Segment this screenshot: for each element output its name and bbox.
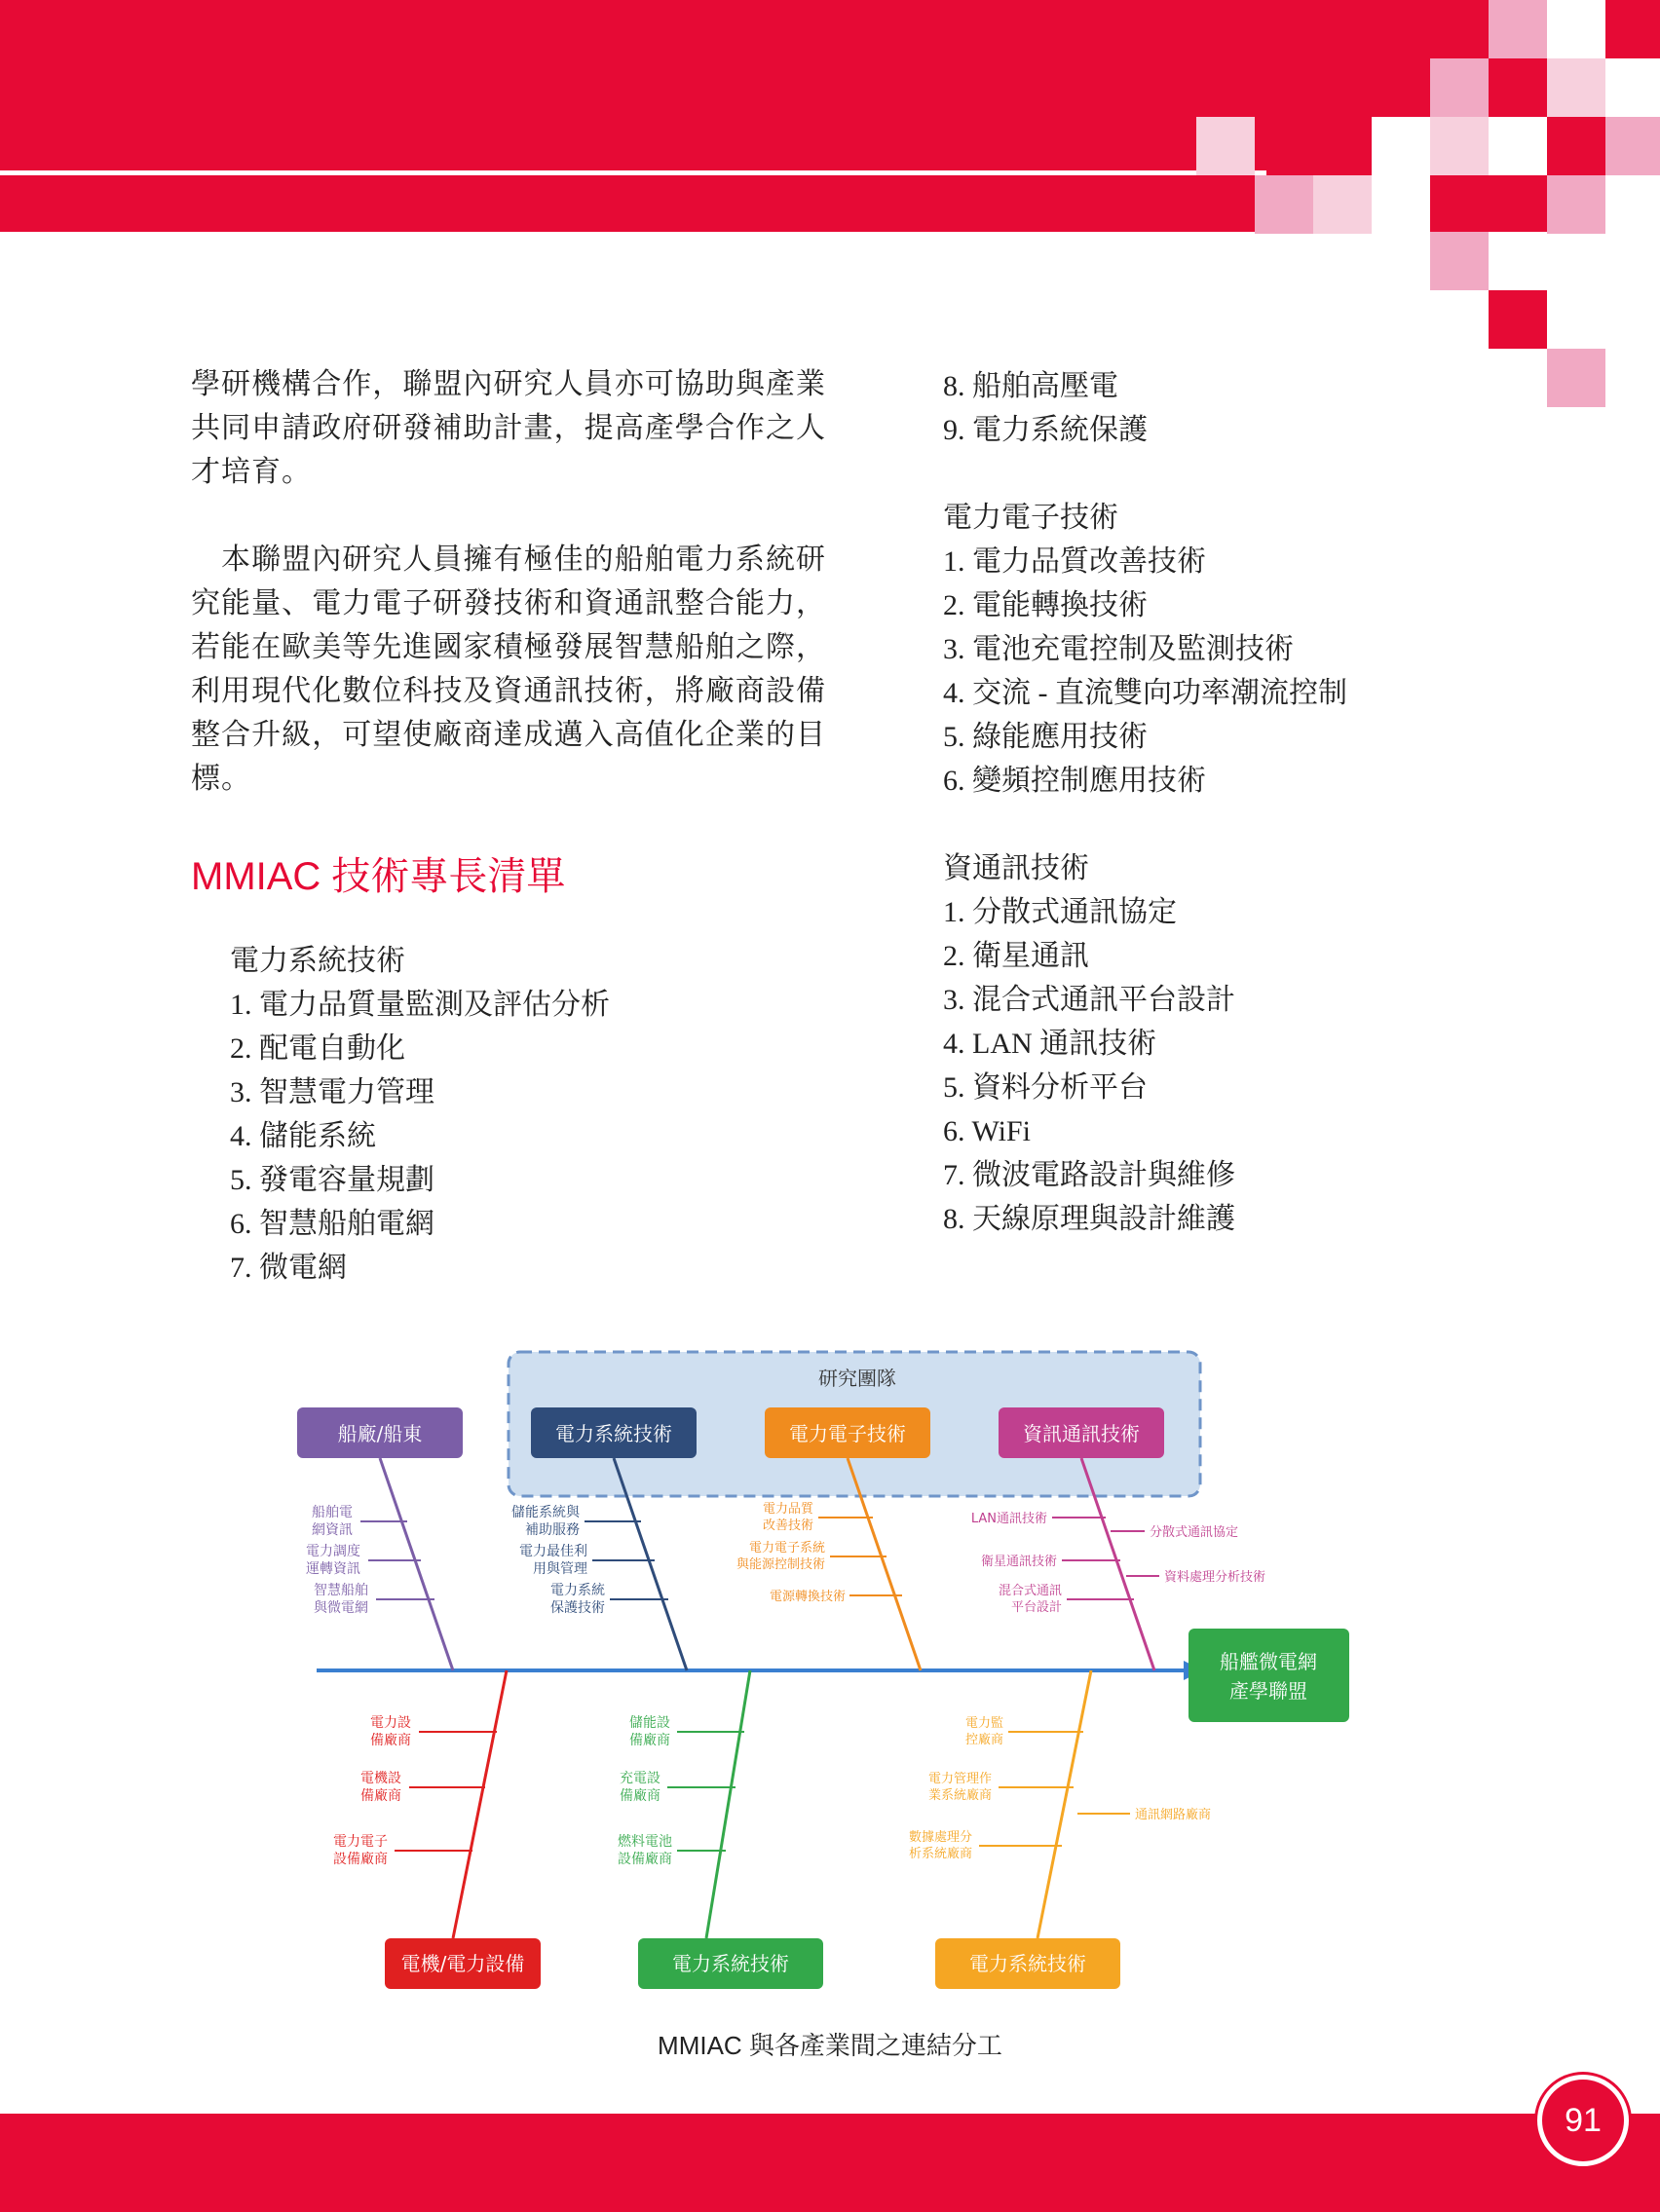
svg-text:通訊網路廠商: 通訊網路廠商: [1135, 1808, 1212, 1822]
bottom-box-power-system-green: [638, 1938, 823, 1989]
list-item: 8. 船舶高壓電: [943, 370, 1118, 402]
top-box-ict: [999, 1407, 1164, 1458]
list-item: 4. 交流 - 直流雙向功率潮流控制: [943, 677, 1347, 709]
svg-text:船艦微電網: 船艦微電網: [1220, 1650, 1317, 1673]
right-column-lists: [943, 364, 1347, 1241]
svg-text:與微電網: 與微電網: [314, 1600, 368, 1616]
svg-text:保護技術: 保護技術: [550, 1600, 605, 1616]
svg-text:電力電子系統: 電力電子系統: [748, 1541, 825, 1556]
list-item: 2. 電能轉換技術: [943, 589, 1148, 621]
paragraph-1: 學研機構合作，聯盟內研究人員亦可協助與產業共同申請政府研發補助計畫，提高產學合作之人才培育。: [191, 368, 826, 488]
branch-power-system: [511, 1504, 668, 1616]
svg-text:運轉資訊: 運轉資訊: [306, 1561, 360, 1577]
svg-text:改善技術: 改善技術: [762, 1518, 813, 1533]
list-title: 資通訊技術: [943, 852, 1089, 884]
svg-text:析系統廠商: 析系統廠商: [908, 1847, 972, 1861]
bottom-box-electrical-equipment: [385, 1938, 541, 1989]
bottom-box-power-system-orange: [935, 1938, 1120, 1989]
list-item: 8. 天線原理與設計維護: [943, 1203, 1235, 1235]
svg-text:電力系統技術: 電力系統技術: [969, 1952, 1086, 1975]
svg-text:燃料電池: 燃料電池: [618, 1834, 672, 1850]
list-item: 3. 電池充電控制及監測技術: [943, 633, 1294, 665]
svg-text:控廠商: 控廠商: [964, 1733, 1003, 1747]
list-item: 6. 變頻控制應用技術: [943, 765, 1206, 797]
list-item: 2. 配電自動化: [230, 1032, 405, 1065]
svg-text:用與管理: 用與管理: [533, 1561, 587, 1577]
svg-text:電力電子技術: 電力電子技術: [789, 1422, 906, 1445]
list-item: 9. 電力系統保護: [943, 414, 1148, 446]
svg-text:補助服務: 補助服務: [525, 1522, 580, 1538]
svg-text:儲能設: 儲能設: [629, 1715, 670, 1731]
svg-text:電力電子: 電力電子: [333, 1834, 388, 1850]
svg-text:電力品質: 電力品質: [762, 1502, 813, 1517]
section-heading: MMIAC 技術專長清單: [191, 855, 566, 898]
svg-text:充電設: 充電設: [620, 1771, 660, 1786]
list-title: 電力電子技術: [943, 502, 1118, 534]
footer-band: [0, 2114, 1660, 2212]
svg-text:電機設: 電機設: [360, 1771, 401, 1786]
list-item: 5. 資料分析平台: [943, 1071, 1148, 1104]
list-item: 7. 微波電路設計與維修: [943, 1159, 1235, 1191]
svg-text:網資訊: 網資訊: [312, 1522, 353, 1538]
svg-text:業系統廠商: 業系統廠商: [927, 1788, 992, 1803]
svg-text:電源轉換技術: 電源轉換技術: [769, 1590, 846, 1604]
list-item: 1. 分散式通訊協定: [943, 896, 1177, 928]
top-box-power-system: [531, 1407, 697, 1458]
svg-text:資料處理分析技術: 資料處理分析技術: [1164, 1570, 1266, 1585]
list-item: 5. 發電容量規劃: [230, 1164, 434, 1196]
research-team-label: 研究團隊: [818, 1367, 896, 1390]
svg-text:設備廠商: 設備廠商: [333, 1852, 388, 1867]
svg-text:備廠商: 備廠商: [629, 1733, 670, 1748]
svg-text:備廠商: 備廠商: [370, 1733, 411, 1748]
svg-text:衛星通訊技術: 衛星通訊技術: [980, 1555, 1057, 1569]
svg-text:電力管理作: 電力管理作: [927, 1772, 992, 1786]
target-box: [1188, 1629, 1349, 1722]
svg-text:船廠/船東: 船廠/船東: [337, 1422, 423, 1445]
power-system-list: [230, 939, 610, 1290]
svg-text:設備廠商: 設備廠商: [618, 1852, 672, 1867]
branch-shipyard: [306, 1505, 434, 1616]
header-divider-line: [0, 170, 1266, 175]
svg-text:分散式通訊協定: 分散式通訊協定: [1150, 1525, 1239, 1540]
list-item: 1. 電力品質量監測及評估分析: [230, 989, 610, 1021]
svg-text:電力系統技術: 電力系統技術: [555, 1422, 672, 1445]
svg-text:電力監: 電力監: [964, 1716, 1003, 1731]
svg-text:平台設計: 平台設計: [1010, 1600, 1062, 1615]
svg-text:數據處理分: 數據處理分: [908, 1830, 972, 1845]
list-item: 3. 智慧電力管理: [230, 1076, 434, 1108]
svg-text:電力系統: 電力系統: [550, 1583, 605, 1598]
list-item: 2. 衛星通訊: [943, 940, 1089, 972]
fishbone-diagram: [283, 1344, 1374, 2016]
list-item: 4. 儲能系統: [230, 1120, 376, 1152]
list-item: 6. WiFi: [943, 1115, 1031, 1147]
list-item: 6. 智慧船舶電網: [230, 1208, 434, 1240]
svg-text:電力調度: 電力調度: [306, 1544, 360, 1559]
list-item: 7. 微電網: [230, 1252, 347, 1284]
svg-text:電力系統技術: 電力系統技術: [672, 1952, 789, 1975]
svg-text:備廠商: 備廠商: [360, 1788, 401, 1804]
svg-text:與能源控制技術: 與能源控制技術: [736, 1557, 825, 1572]
page-number: 91: [1537, 2075, 1629, 2166]
capability-paragraph: [191, 538, 826, 801]
svg-text:LAN通訊技術: LAN通訊技術: [970, 1512, 1047, 1526]
svg-text:電機/電力設備: 電機/電力設備: [400, 1952, 525, 1975]
list-title: 電力系統技術: [230, 945, 405, 977]
svg-text:資訊通訊技術: 資訊通訊技術: [1023, 1422, 1140, 1445]
svg-text:混合式通訊: 混合式通訊: [998, 1584, 1062, 1598]
branch-bottom-orange: [909, 1715, 1211, 1861]
svg-text:電力最佳利: 電力最佳利: [519, 1544, 587, 1559]
diagram-caption: MMIAC 與各產業間之連結分工: [658, 2031, 1002, 2060]
list-item: 3. 混合式通訊平台設計: [943, 984, 1235, 1016]
list-item: 5. 綠能應用技術: [943, 721, 1148, 753]
svg-text:智慧船舶: 智慧船舶: [314, 1583, 368, 1598]
svg-text:儲能系統與: 儲能系統與: [511, 1505, 580, 1520]
branch-power-electronics: [736, 1501, 902, 1604]
branch-bottom-green: [618, 1714, 744, 1867]
intro-paragraph: [191, 362, 826, 494]
top-box-power-electronics: [765, 1407, 930, 1458]
list-item: 4. LAN 通訊技術: [943, 1028, 1157, 1060]
svg-text:船舶電: 船舶電: [312, 1505, 353, 1520]
top-box-shipyard: [297, 1407, 463, 1458]
svg-text:產學聯盟: 產學聯盟: [1229, 1679, 1307, 1703]
list-item: 1. 電力品質改善技術: [943, 545, 1206, 578]
paragraph-2: 本聯盟內研究人員擁有極佳的船舶電力系統研究能量、電力電子研發技術和資通訊整合能力，若能在歐美等先進國家積極發展智慧船舶之際，利用現代化數位科技及資通訊技術，將廠商設備整合升級，可望使廠商達成邁入高值化企業的目標。: [191, 544, 826, 795]
svg-text:電力設: 電力設: [370, 1715, 411, 1731]
svg-text:備廠商: 備廠商: [620, 1788, 660, 1804]
